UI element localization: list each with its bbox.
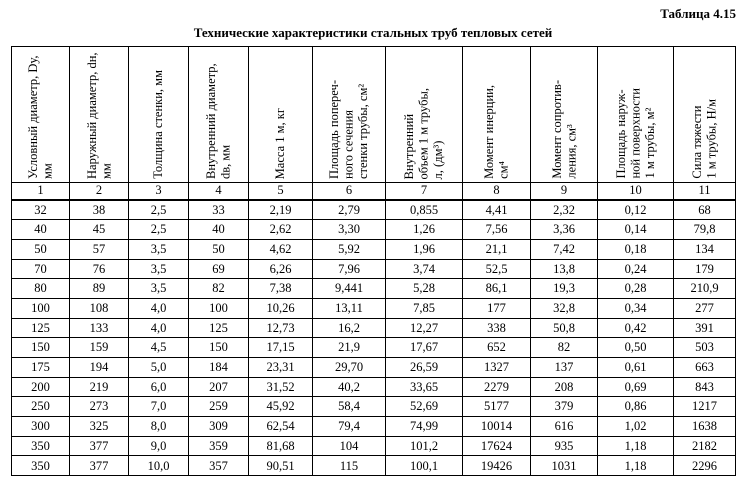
table-cell: 219 (70, 377, 129, 397)
table-cell: 3,30 (313, 220, 386, 240)
table-cell: 210,9 (674, 279, 736, 299)
column-number-row (12, 182, 736, 200)
column-number: 8 (463, 182, 531, 200)
table-cell: 1,02 (598, 417, 674, 437)
table-cell: 277 (674, 298, 736, 318)
column-header (129, 47, 189, 183)
table-cell: 101,2 (386, 436, 463, 456)
table-cell: 3,5 (129, 279, 189, 299)
table-cell: 2,32 (531, 200, 598, 220)
column-header-label: Сила тяжести 1 м трубы, Н/м (690, 99, 719, 179)
table-cell: 125 (189, 318, 249, 338)
table-cell: 2,5 (129, 200, 189, 220)
column-header (313, 47, 386, 183)
table-cell: 377 (70, 456, 129, 476)
column-header (386, 47, 463, 183)
table-cell: 50 (12, 239, 70, 259)
table-cell: 10014 (463, 417, 531, 437)
table-cell: 208 (531, 377, 598, 397)
table-cell: 5,0 (129, 358, 189, 378)
column-header-label: Внутренний объем 1 м трубы, л, (дм³) (402, 87, 446, 179)
table-cell: 300 (12, 417, 70, 437)
column-header (531, 47, 598, 183)
table-cell: 7,56 (463, 220, 531, 240)
column-header (674, 47, 736, 183)
column-header (463, 47, 531, 183)
table-cell: 21,1 (463, 239, 531, 259)
table-row (12, 220, 736, 240)
table-cell: 503 (674, 338, 736, 358)
table-cell: 52,5 (463, 259, 531, 279)
column-header (12, 47, 70, 183)
table-cell: 7,85 (386, 298, 463, 318)
table-cell: 79,4 (313, 417, 386, 437)
table-cell: 69 (189, 259, 249, 279)
table-cell: 5177 (463, 397, 531, 417)
table-cell: 0,86 (598, 397, 674, 417)
column-header-label: Толщина стенки, мм (151, 70, 166, 179)
column-header-label: Площадь наруж- ной поверхности 1 м трубы, м² (613, 88, 657, 179)
table-cell: 12,27 (386, 318, 463, 338)
table-row (12, 456, 736, 476)
table-cell: 7,96 (313, 259, 386, 279)
table-cell: 3,5 (129, 239, 189, 259)
table-cell: 379 (531, 397, 598, 417)
table-row (12, 298, 736, 318)
table-cell: 194 (70, 358, 129, 378)
table-cell: 10,26 (249, 298, 313, 318)
table-cell: 7,0 (129, 397, 189, 417)
column-number: 10 (598, 182, 674, 200)
table-cell: 32,8 (531, 298, 598, 318)
table-cell: 21,9 (313, 338, 386, 358)
table-cell: 0,34 (598, 298, 674, 318)
table-cell: 8,0 (129, 417, 189, 437)
table-cell: 100 (12, 298, 70, 318)
table-cell: 100 (189, 298, 249, 318)
table-cell: 23,31 (249, 358, 313, 378)
table-cell: 1031 (531, 456, 598, 476)
table-row (12, 259, 736, 279)
table-cell: 81,68 (249, 436, 313, 456)
table-cell: 9,0 (129, 436, 189, 456)
table-cell: 31,52 (249, 377, 313, 397)
table-cell: 0,855 (386, 200, 463, 220)
table-cell: 3,5 (129, 259, 189, 279)
column-header-label: Момент сопротив- ления, см³ (549, 80, 578, 179)
column-number: 7 (386, 182, 463, 200)
table-cell: 133 (70, 318, 129, 338)
table-cell: 13,11 (313, 298, 386, 318)
column-header-label: Масса 1 м, кг (273, 107, 288, 179)
table-cell: 40 (12, 220, 70, 240)
table-body (12, 200, 736, 476)
table-cell: 935 (531, 436, 598, 456)
table-cell: 350 (12, 436, 70, 456)
table-cell: 3,36 (531, 220, 598, 240)
table-row (12, 318, 736, 338)
table-cell: 115 (313, 456, 386, 476)
table-title: Технические характеристики стальных труб тепловых сетей (193, 25, 553, 40)
table-cell: 2296 (674, 456, 736, 476)
table-cell: 19,3 (531, 279, 598, 299)
table-row (12, 358, 736, 378)
table-cell: 843 (674, 377, 736, 397)
column-header-label: Условный диаметр, Dу, мм (26, 55, 55, 179)
table-cell: 0,18 (598, 239, 674, 259)
table-cell: 179 (674, 259, 736, 279)
table-cell: 1,18 (598, 456, 674, 476)
table-cell: 391 (674, 318, 736, 338)
table-cell: 0,69 (598, 377, 674, 397)
table-cell: 45 (70, 220, 129, 240)
table-cell: 150 (12, 338, 70, 358)
table-cell: 1,18 (598, 436, 674, 456)
table-cell: 175 (12, 358, 70, 378)
table-cell: 1217 (674, 397, 736, 417)
column-number: 5 (249, 182, 313, 200)
table-row (12, 200, 736, 220)
table-cell: 250 (12, 397, 70, 417)
table-cell: 2182 (674, 436, 736, 456)
table-row (12, 397, 736, 417)
table-cell: 13,8 (531, 259, 598, 279)
table-cell: 40 (189, 220, 249, 240)
column-header (598, 47, 674, 183)
column-header (249, 47, 313, 183)
table-cell: 16,2 (313, 318, 386, 338)
table-cell: 86,1 (463, 279, 531, 299)
table-cell: 52,69 (386, 397, 463, 417)
table-cell: 2,19 (249, 200, 313, 220)
table-cell: 68 (674, 200, 736, 220)
column-number: 2 (70, 182, 129, 200)
table-cell: 6,26 (249, 259, 313, 279)
table-cell: 57 (70, 239, 129, 259)
table-cell: 325 (70, 417, 129, 437)
column-number: 3 (129, 182, 189, 200)
table-cell: 4,5 (129, 338, 189, 358)
table-cell: 273 (70, 397, 129, 417)
table-cell: 74,99 (386, 417, 463, 437)
table-cell: 125 (12, 318, 70, 338)
column-number: 6 (313, 182, 386, 200)
table-cell: 616 (531, 417, 598, 437)
table-cell: 1327 (463, 358, 531, 378)
table-cell: 90,51 (249, 456, 313, 476)
table-cell: 137 (531, 358, 598, 378)
table-cell: 82 (189, 279, 249, 299)
table-cell: 1,96 (386, 239, 463, 259)
column-number: 4 (189, 182, 249, 200)
table-cell: 100,1 (386, 456, 463, 476)
column-header-label: Наружный диаметр, dн, мм (84, 52, 113, 179)
table-cell: 259 (189, 397, 249, 417)
table-cell: 3,74 (386, 259, 463, 279)
pipe-specs-table (11, 46, 736, 476)
table-cell: 2279 (463, 377, 531, 397)
table-row (12, 377, 736, 397)
table-cell: 4,62 (249, 239, 313, 259)
table-cell: 150 (189, 338, 249, 358)
column-number: 11 (674, 182, 736, 200)
table-cell: 4,0 (129, 298, 189, 318)
table-row (12, 338, 736, 358)
table-cell: 10,0 (129, 456, 189, 476)
column-header (189, 47, 249, 183)
table-cell: 7,42 (531, 239, 598, 259)
table-cell: 184 (189, 358, 249, 378)
table-cell: 7,38 (249, 279, 313, 299)
column-header (70, 47, 129, 183)
header-row (12, 47, 736, 183)
table-cell: 9,441 (313, 279, 386, 299)
table-cell: 12,73 (249, 318, 313, 338)
table-cell: 58,4 (313, 397, 386, 417)
table-cell: 652 (463, 338, 531, 358)
table-cell: 17624 (463, 436, 531, 456)
table-cell: 17,67 (386, 338, 463, 358)
table-cell: 40,2 (313, 377, 386, 397)
table-cell: 0,28 (598, 279, 674, 299)
table-cell: 62,54 (249, 417, 313, 437)
table-cell: 76 (70, 259, 129, 279)
table-cell: 4,0 (129, 318, 189, 338)
table-cell: 45,92 (249, 397, 313, 417)
table-cell: 29,70 (313, 358, 386, 378)
table-cell: 0,24 (598, 259, 674, 279)
table-cell: 50,8 (531, 318, 598, 338)
table-cell: 33,65 (386, 377, 463, 397)
table-cell: 159 (70, 338, 129, 358)
column-header-label: Площадь попереч- ного сечения стенки трубы, см² (327, 80, 371, 179)
table-row (12, 279, 736, 299)
table-cell: 26,59 (386, 358, 463, 378)
table-cell: 38 (70, 200, 129, 220)
table-cell: 6,0 (129, 377, 189, 397)
table-cell: 350 (12, 456, 70, 476)
table-row (12, 239, 736, 259)
table-cell: 4,41 (463, 200, 531, 220)
column-header-label: Внутренний диаметр, dв, мм (204, 63, 233, 179)
table-cell: 0,42 (598, 318, 674, 338)
table-cell: 359 (189, 436, 249, 456)
table-cell: 70 (12, 259, 70, 279)
table-cell: 177 (463, 298, 531, 318)
table-cell: 108 (70, 298, 129, 318)
table-cell: 0,61 (598, 358, 674, 378)
table-cell: 79,8 (674, 220, 736, 240)
table-cell: 80 (12, 279, 70, 299)
table-cell: 19426 (463, 456, 531, 476)
table-row (12, 417, 736, 437)
table-cell: 338 (463, 318, 531, 338)
table-cell: 104 (313, 436, 386, 456)
table-cell: 5,28 (386, 279, 463, 299)
table-cell: 200 (12, 377, 70, 397)
table-cell: 0,50 (598, 338, 674, 358)
table-cell: 0,14 (598, 220, 674, 240)
table-cell: 309 (189, 417, 249, 437)
table-cell: 1638 (674, 417, 736, 437)
table-cell: 33 (189, 200, 249, 220)
table-cell: 1,26 (386, 220, 463, 240)
column-number: 9 (531, 182, 598, 200)
table-cell: 207 (189, 377, 249, 397)
table-cell: 2,62 (249, 220, 313, 240)
table-cell: 377 (70, 436, 129, 456)
table-cell: 134 (674, 239, 736, 259)
table-cell: 50 (189, 239, 249, 259)
column-number: 1 (12, 182, 70, 200)
table-number: Таблица 4.15 (660, 6, 736, 21)
table-cell: 0,12 (598, 200, 674, 220)
table-row (12, 436, 736, 456)
table-cell: 2,5 (129, 220, 189, 240)
table-cell: 32 (12, 200, 70, 220)
table-cell: 2,79 (313, 200, 386, 220)
table-cell: 5,92 (313, 239, 386, 259)
table-cell: 82 (531, 338, 598, 358)
table-cell: 89 (70, 279, 129, 299)
column-header-label: Момент инерции, см⁴ (482, 85, 511, 179)
table-cell: 357 (189, 456, 249, 476)
table-cell: 663 (674, 358, 736, 378)
table-cell: 17,15 (249, 338, 313, 358)
